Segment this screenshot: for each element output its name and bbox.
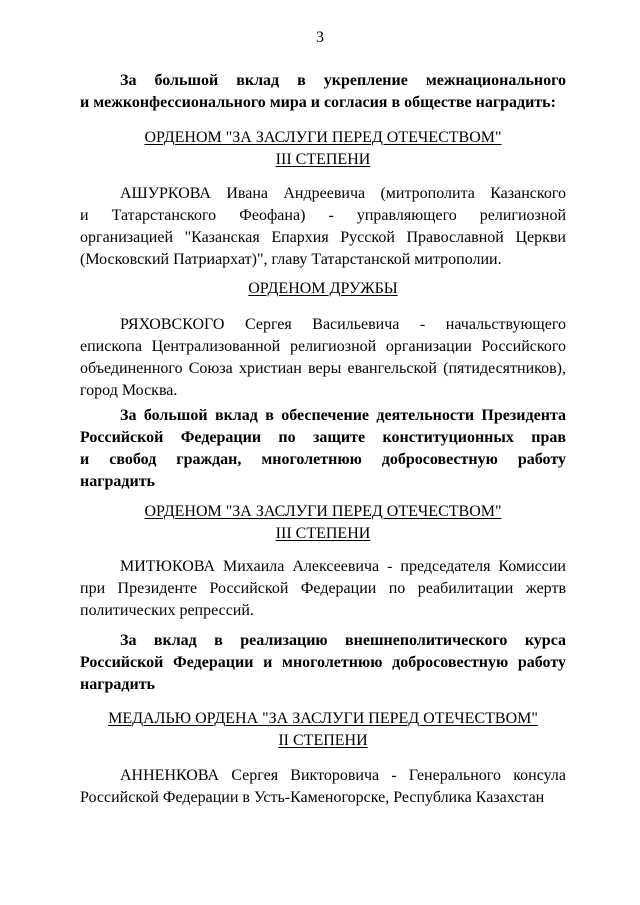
- recipient-4-line-1: АННЕНКОВА Сергея Викторовича - Генерального консула: [120, 767, 566, 784]
- award-heading-2-line-1: ОРДЕНОМ ДРУЖБЫ: [248, 280, 398, 297]
- preamble-1-line-1: За большой вклад в укрепление межнационального: [120, 72, 566, 89]
- preamble-4-line-2: Российской Федерации и многолетнюю добросовестную работу: [80, 654, 566, 671]
- preamble-3: [80, 405, 566, 493]
- award-heading-1: [80, 127, 566, 171]
- preamble-3-line-4: наградить: [80, 473, 156, 490]
- recipient-3-line-2: при Президенте Российской Федерации по реабилитации жертв: [80, 580, 566, 597]
- award-heading-4: [80, 708, 566, 752]
- recipient-1-line-1: АШУРКОВА Ивана Андреевича (митрополита Казанского: [120, 185, 566, 202]
- recipient-2-line-3: объединенного Союза христиан веры евангельской (пятидесятников),: [80, 360, 566, 377]
- award-heading-1-line-2: III СТЕПЕНИ: [275, 151, 371, 168]
- recipient-1-line-2: и Татарстанского Феофана) - управляющего религиозной: [80, 207, 566, 224]
- award-heading-3-line-2: III СТЕПЕНИ: [275, 525, 371, 542]
- award-heading-1-line-1: ОРДЕНОМ "ЗА ЗАСЛУГИ ПЕРЕД ОТЕЧЕСТВОМ": [144, 129, 502, 146]
- recipient-1-line-3: организацией "Казанская Епархия Русской Православной Церкви: [80, 229, 566, 246]
- preamble-1-line-2: и межконфессионального мира и согласия в обществе наградить:: [80, 94, 556, 111]
- preamble-3-line-1: За большой вклад в обеспечение деятельности Президента: [120, 407, 566, 424]
- preamble-4: [80, 630, 566, 696]
- recipient-2-line-1: РЯХОВСКОГО Сергея Васильевича - начальствующего: [120, 316, 566, 333]
- recipient-2-line-2: епископа Централизованной религиозной организации Российского: [80, 338, 566, 355]
- recipient-2: [80, 314, 566, 402]
- page-number: 3: [316, 29, 324, 46]
- recipient-1: [80, 183, 566, 271]
- preamble-4-line-3: наградить: [80, 676, 156, 693]
- award-heading-2: [80, 278, 566, 300]
- preamble-3-line-3: и свобод граждан, многолетнюю добросовестную работу: [80, 451, 566, 468]
- preamble-3-line-2: Российской Федерации по защите конституционных прав: [80, 429, 566, 446]
- recipient-2-line-4: город Москва.: [80, 382, 178, 399]
- recipient-1-line-4: (Московский Патриархат)", главу Татарстанской митрополии.: [80, 251, 502, 268]
- award-heading-3-line-1: ОРДЕНОМ "ЗА ЗАСЛУГИ ПЕРЕД ОТЕЧЕСТВОМ": [144, 503, 502, 520]
- recipient-3-line-1: МИТЮКОВА Михаила Алексеевича - председателя Комиссии: [120, 558, 566, 575]
- recipient-4: [80, 765, 566, 809]
- recipient-3: [80, 556, 566, 622]
- award-heading-3: [80, 501, 566, 545]
- recipient-4-line-2: Российской Федерации в Усть-Каменогорске, Республика Казахстан: [80, 789, 545, 806]
- preamble-1: [80, 70, 566, 114]
- award-heading-4-line-2: II СТЕПЕНИ: [278, 732, 368, 749]
- award-heading-4-line-1: МЕДАЛЬЮ ОРДЕНА "ЗА ЗАСЛУГИ ПЕРЕД ОТЕЧЕСТВОМ": [108, 710, 538, 727]
- recipient-3-line-3: политических репрессий.: [80, 602, 254, 619]
- preamble-4-line-1: За вклад в реализацию внешнеполитического курса: [120, 632, 566, 649]
